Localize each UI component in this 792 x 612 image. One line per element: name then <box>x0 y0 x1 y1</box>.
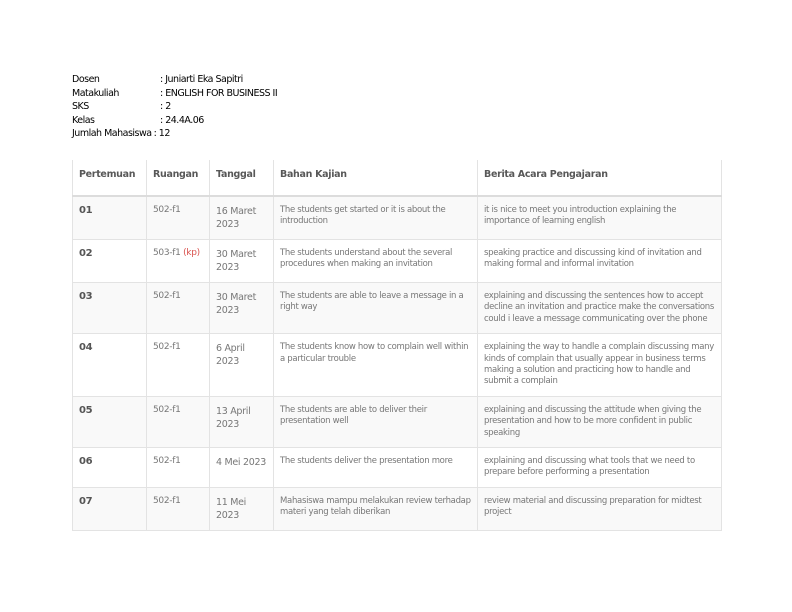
column-header-berita-acara: Berita Acara Pengajaran <box>478 160 722 196</box>
ruangan-value: 502-f1 <box>153 205 181 215</box>
bahan-kajian-cell: The students understand about the several procedures when making an invitation <box>274 240 478 283</box>
jumlah-value: : 12 <box>153 128 170 140</box>
berita-acara-cell: it is nice to meet you introduction explaining the importance of learning english <box>478 196 722 240</box>
pertemuan-cell: 06 <box>73 448 147 488</box>
tanggal-cell: 4 Mei 2023 <box>210 448 274 488</box>
berita-acara-cell: explaining and discussing what tools that we need to prepare before performing a presentation <box>478 448 722 488</box>
pertemuan-cell: 03 <box>73 283 147 334</box>
matakuliah-label: Matakuliah <box>72 87 119 99</box>
info-row-matakuliah <box>72 87 277 101</box>
ruangan-cell <box>147 196 210 240</box>
bahan-kajian-cell: The students know how to complain well within a particular trouble <box>274 334 478 397</box>
table-row <box>73 196 722 240</box>
ruangan-cell <box>147 240 210 283</box>
tanggal-cell: 11 Mei 2023 <box>210 487 274 530</box>
info-row-jumlah <box>72 127 277 141</box>
matakuliah-value: : ENGLISH FOR BUSINESS II <box>160 87 278 99</box>
bahan-kajian-cell: Mahasiswa mampu melakukan review terhadap materi yang telah diberikan <box>274 487 478 530</box>
tanggal-cell: 30 Maret 2023 <box>210 240 274 283</box>
info-row-dosen <box>72 73 277 87</box>
ruangan-cell <box>147 487 210 530</box>
column-header-ruangan: Ruangan <box>147 160 210 196</box>
ruangan-value: 502-f1 <box>153 342 181 353</box>
dosen-value: : Juniarti Eka Sapitri <box>160 74 243 85</box>
table-row <box>73 334 722 397</box>
tanggal-cell: 13 April 2023 <box>210 396 274 447</box>
column-header-tanggal: Tanggal <box>210 160 274 196</box>
table-row <box>73 448 722 488</box>
room-tag: (kp) <box>183 248 200 258</box>
jumlah-label: Jumlah Mahasiswa <box>72 128 152 140</box>
berita-acara-cell: explaining and discussing the attitude when giving the presentation and how to be more confident in public speaking <box>478 396 722 447</box>
meeting-table <box>72 160 722 531</box>
pertemuan-cell: 02 <box>73 240 147 283</box>
tanggal-cell: 16 Maret 2023 <box>210 196 274 240</box>
kelas-value: : 24.4A.06 <box>160 114 204 126</box>
bahan-kajian-cell: The students deliver the presentation more <box>274 448 478 488</box>
dosen-label: Dosen <box>72 74 100 85</box>
berita-acara-cell: explaining the way to handle a complain discussing many kinds of complain that usually appear in business terms making a solution and practicing how to handle and submit a complain <box>478 334 722 397</box>
tanggal-cell: 6 April 2023 <box>210 334 274 397</box>
berita-acara-cell: review material and discussing preparation for midtest project <box>478 487 722 530</box>
info-row-kelas <box>72 114 277 128</box>
ruangan-cell <box>147 448 210 488</box>
column-header-bahan-kajian: Bahan Kajian <box>274 160 478 196</box>
table-row <box>73 487 722 530</box>
ruangan-cell <box>147 396 210 447</box>
bahan-kajian-cell: The students are able to deliver their presentation well <box>274 396 478 447</box>
bahan-kajian-cell: The students are able to leave a message in a right way <box>274 283 478 334</box>
berita-acara-cell: explaining and discussing the sentences how to accept decline an invitation and practice make the conversations could i leave a message communicating over the phone <box>478 283 722 334</box>
table-row <box>73 240 722 283</box>
pertemuan-cell: 04 <box>73 334 147 397</box>
kelas-label: Kelas <box>72 114 95 126</box>
table-row <box>73 283 722 334</box>
ruangan-cell <box>147 283 210 334</box>
tanggal-cell: 30 Maret 2023 <box>210 283 274 334</box>
table-header-row <box>73 160 722 196</box>
pertemuan-cell: 01 <box>73 196 147 240</box>
ruangan-value: 503-f1 <box>153 248 181 258</box>
ruangan-value: 502-f1 <box>153 456 181 467</box>
sks-value: : 2 <box>160 101 171 113</box>
column-header-pertemuan: Pertemuan <box>73 160 147 196</box>
ruangan-cell <box>147 334 210 397</box>
pertemuan-cell: 05 <box>73 396 147 447</box>
berita-acara-cell: speaking practice and discussing kind of invitation and making formal and informal invitation <box>478 240 722 283</box>
pertemuan-cell: 07 <box>73 487 147 530</box>
bahan-kajian-cell: The students get started or it is about the introduction <box>274 196 478 240</box>
sks-label: SKS <box>72 101 89 113</box>
ruangan-value: 502-f1 <box>153 495 181 506</box>
info-row-sks <box>72 100 277 114</box>
table-row <box>73 396 722 447</box>
ruangan-value: 502-f1 <box>153 291 181 301</box>
ruangan-value: 502-f1 <box>153 404 181 415</box>
course-info <box>72 73 277 141</box>
